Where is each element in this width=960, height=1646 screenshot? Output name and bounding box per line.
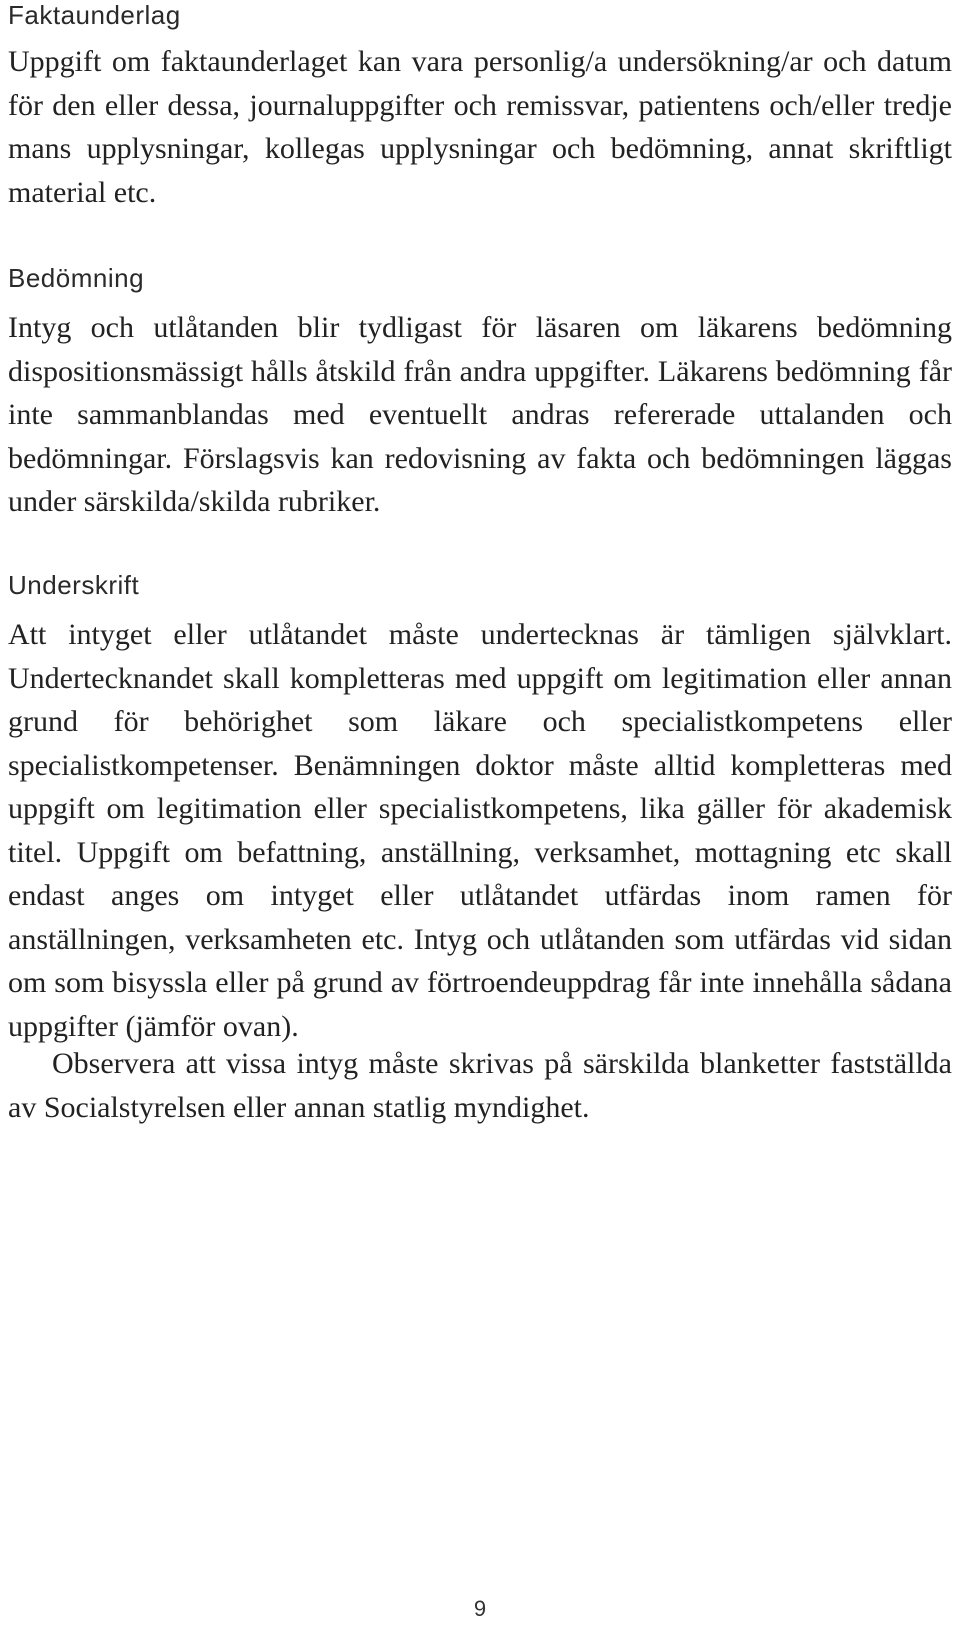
section-heading-faktaunderlag: Faktaunderlag <box>8 0 181 30</box>
section-body-underskrift: Att intyget eller utlåtandet måste undertecknas är tämligen självklart. Undertecknandet skall kompletteras med uppgift om legitimation eller annan grund för behörighet som läkare och specialistkompetens eller specialistkompetenser. Benämningen doktor måste alltid kompletteras med uppgift om legitimation eller specialistkompetens, lika gäller för akademisk titel. Uppgift om befattning, anställning, verksamhet, mottagning etc skall endast anges om intyget eller utlåtandet utfärdas inom ramen för anställningen, verksamheten etc. Intyg och utlåtanden som utfärdas vid sidan om som bisyssla eller på grund av förtroendeuppdrag får inte innehålla sådana uppgifter (jämför ovan). <box>8 618 952 1043</box>
section-heading-bedomning: Bedömning <box>8 263 145 293</box>
page-number: 9 <box>473 1596 487 1621</box>
closing-paragraph: Observera att vissa intyg måste skrivas på särskilda blanketter fastställda av Socialstyrelsen eller annan statlig myndighet. <box>8 1047 952 1124</box>
section-body-bedomning: Intyg och utlåtanden blir tydligast för läsaren om läkarens bedömning dispositionsmässigt hålls åtskild från andra uppgifter. Läkarens bedömning får inte sammanblandas med eventuellt andras refererade uttalanden och bedömningar. Förslagsvis kan redovisning av fakta och bedömningen läggas under särskilda/skilda rubriker. <box>8 311 952 518</box>
section-body-faktaunderlag: Uppgift om faktaunderlaget kan vara personlig/a undersökning/ar och datum för den eller dessa, journaluppgifter och remissvar, patientens och/eller tredje mans upplysningar, kollegas upplysningar och bedömning, annat skriftligt material etc. <box>8 45 952 209</box>
section-heading-underskrift: Underskrift <box>8 570 140 600</box>
